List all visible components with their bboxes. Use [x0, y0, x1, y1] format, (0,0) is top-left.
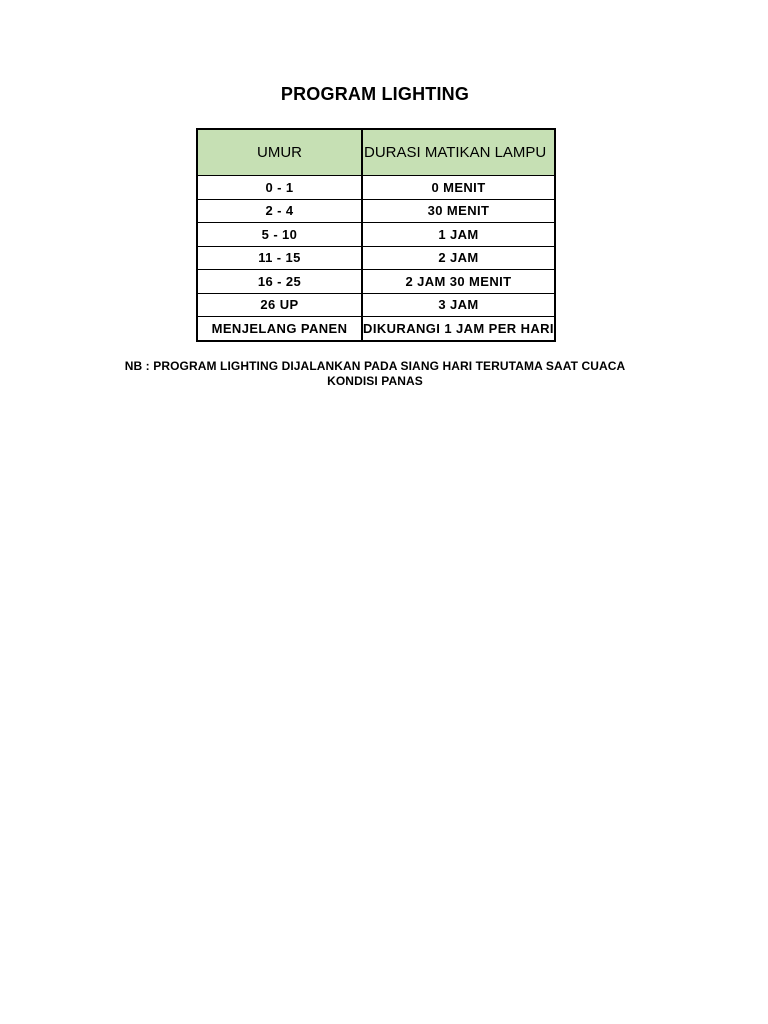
- cell-umur: 2 - 4: [197, 199, 362, 223]
- cell-umur: 11 - 15: [197, 246, 362, 270]
- cell-durasi: 2 JAM: [362, 246, 555, 270]
- table-row: [197, 317, 555, 341]
- table-row: [197, 270, 555, 294]
- header-umur: UMUR: [197, 129, 362, 176]
- cell-umur: MENJELANG PANEN: [197, 317, 362, 341]
- cell-umur: 26 UP: [197, 293, 362, 317]
- table-row: [197, 223, 555, 247]
- footnote-line-2: KONDISI PANAS: [327, 374, 423, 388]
- cell-durasi: 0 MENIT: [362, 176, 555, 200]
- page-title: PROGRAM LIGHTING: [280, 84, 470, 104]
- header-durasi: DURASI MATIKAN LAMPU: [362, 129, 555, 176]
- table-row: [197, 199, 555, 223]
- cell-umur: 5 - 10: [197, 223, 362, 247]
- cell-durasi: DIKURANGI 1 JAM PER HARI: [362, 317, 555, 341]
- table-row: [197, 293, 555, 317]
- footnote-line-1: NB : PROGRAM LIGHTING DIJALANKAN PADA SIANG HARI TERUTAMA SAAT CUACA: [124, 359, 626, 373]
- cell-durasi: 30 MENIT: [362, 199, 555, 223]
- lighting-table: [196, 128, 556, 342]
- cell-umur: 0 - 1: [197, 176, 362, 200]
- cell-durasi: 2 JAM 30 MENIT: [362, 270, 555, 294]
- cell-umur: 16 - 25: [197, 270, 362, 294]
- table-header-row: [197, 129, 555, 176]
- table-row: [197, 176, 555, 200]
- footnote: [0, 359, 750, 389]
- cell-durasi: 1 JAM: [362, 223, 555, 247]
- cell-durasi: 3 JAM: [362, 293, 555, 317]
- table-row: [197, 246, 555, 270]
